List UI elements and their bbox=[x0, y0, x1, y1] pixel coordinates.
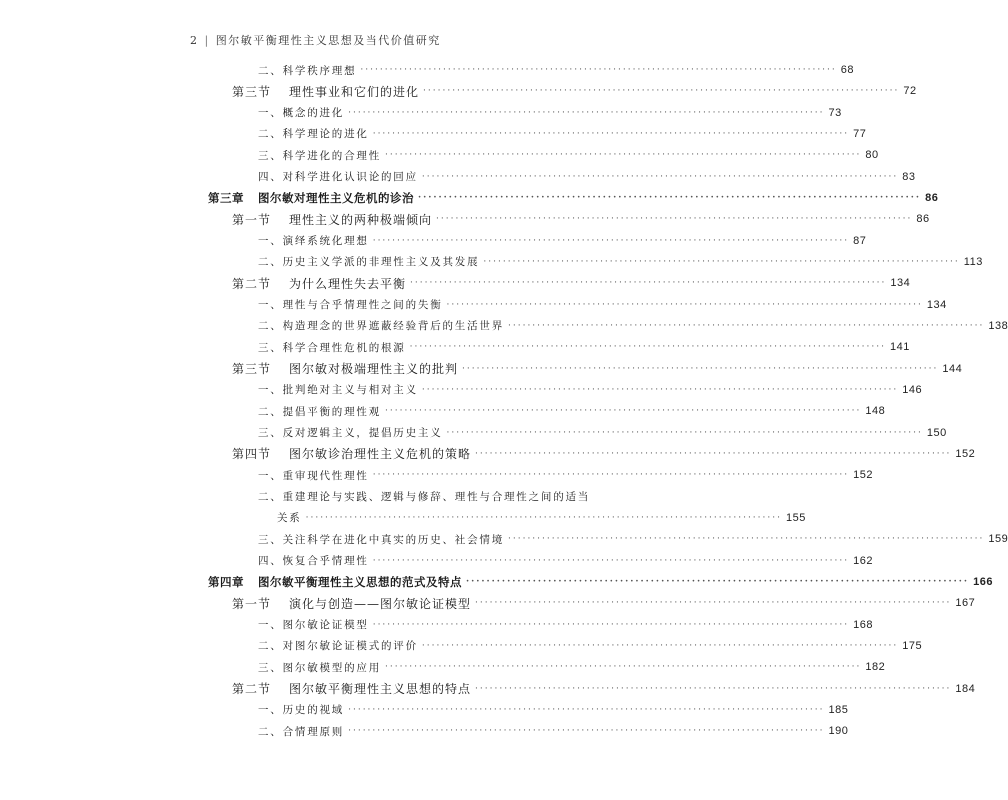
toc-item[interactable] bbox=[258, 146, 879, 164]
toc-leader-dots: ·································································································· bbox=[421, 171, 899, 182]
toc-leader-dots: ·································································································· bbox=[436, 214, 913, 225]
header-separator: | bbox=[204, 34, 210, 47]
toc-page-number: 73 bbox=[828, 106, 842, 119]
toc-page-number: 80 bbox=[865, 149, 879, 162]
toc-page-number: 134 bbox=[926, 298, 947, 311]
toc-page-number: 167 bbox=[955, 597, 976, 610]
toc-entry-title: 一、理性与合乎情理性之间的失衡 bbox=[258, 299, 443, 312]
toc-page-number: 155 bbox=[785, 511, 806, 524]
toc-item[interactable] bbox=[258, 402, 886, 420]
toc-page-number: 185 bbox=[828, 703, 849, 716]
toc-item[interactable] bbox=[258, 530, 1008, 548]
toc-item[interactable] bbox=[258, 552, 873, 570]
toc-leader-dots: ·································································································· bbox=[348, 704, 825, 715]
header-page-number: 2 bbox=[190, 34, 199, 47]
toc-entry-title: 一、图尔敏论证模型 bbox=[258, 619, 369, 632]
toc-page-number: 72 bbox=[903, 85, 917, 98]
toc-entry-number: 第二节 bbox=[232, 276, 272, 291]
toc-page-number: 113 bbox=[963, 255, 983, 268]
toc-entry-title: 关系 bbox=[277, 512, 302, 525]
toc-leader-dots: ·································································································· bbox=[508, 534, 985, 545]
toc-section[interactable] bbox=[232, 274, 911, 292]
toc-item[interactable] bbox=[258, 296, 947, 314]
toc-leader-dots: ·································································································· bbox=[475, 448, 952, 459]
toc-leader-dots: ·································································································· bbox=[409, 342, 886, 353]
toc-item[interactable] bbox=[258, 338, 910, 356]
toc-item[interactable] bbox=[258, 104, 842, 122]
toc-leader-dots: ·································································································· bbox=[483, 256, 960, 267]
toc-section[interactable] bbox=[232, 210, 930, 228]
toc-entry-title: 第三节 图尔敏对极端理性主义的批判 bbox=[232, 362, 459, 377]
toc-page-number: 77 bbox=[853, 127, 867, 140]
toc-leader-dots: ·································································································· bbox=[372, 555, 850, 566]
toc-item[interactable] bbox=[258, 381, 923, 399]
toc-leader-dots: ·································································································· bbox=[466, 576, 970, 587]
toc-page-number: 68 bbox=[840, 64, 855, 76]
toc-entry-title: 二、历史主义学派的非理性主义及其发展 bbox=[258, 256, 480, 269]
toc-entry-title: 三、科学进化的合理性 bbox=[258, 149, 381, 162]
toc-leader-dots: ·································································································· bbox=[305, 512, 782, 523]
toc-page-number: 86 bbox=[925, 191, 939, 204]
toc-leader-dots: ·································································································· bbox=[475, 598, 952, 609]
toc-entry-title: 一、批判绝对主义与相对主义 bbox=[258, 384, 418, 397]
toc-entry-title: 第三节 理性事业和它们的进化 bbox=[232, 84, 420, 99]
toc-entry-title: 四、恢复合乎情理性 bbox=[258, 555, 369, 568]
toc-entry-title: 第三章 图尔敏对理性主义危机的诊治 bbox=[208, 190, 414, 205]
toc-entry-title: 三、科学合理性危机的根源 bbox=[258, 341, 406, 354]
toc-entry-title: 二、科学秩序理想 bbox=[258, 64, 357, 77]
toc-item[interactable] bbox=[258, 616, 873, 634]
toc-entry-title: 第二节 图尔敏平衡理性主义思想的特点 bbox=[232, 682, 472, 697]
toc-entry-title: 第一节 演化与创造——图尔敏论证模型 bbox=[232, 596, 472, 611]
toc-item[interactable] bbox=[258, 317, 1008, 335]
toc-item[interactable] bbox=[258, 658, 886, 676]
toc-page-number: 152 bbox=[853, 469, 873, 482]
toc-item[interactable] bbox=[258, 466, 873, 484]
toc-entry-title: 一、概念的进化 bbox=[258, 107, 345, 120]
toc-leader-dots: ·································································································· bbox=[372, 470, 850, 481]
toc-item[interactable] bbox=[258, 61, 855, 79]
toc-entry-title: 第二节 为什么理性失去平衡 bbox=[232, 276, 407, 291]
toc-section[interactable] bbox=[232, 445, 976, 463]
toc-leader-dots: ·································································································· bbox=[410, 278, 887, 289]
toc-page-number: 150 bbox=[926, 426, 947, 439]
toc-page-number: 144 bbox=[942, 362, 963, 375]
toc-item[interactable] bbox=[258, 722, 849, 740]
toc-page-number: 159 bbox=[988, 533, 1008, 546]
toc-section[interactable] bbox=[232, 360, 963, 378]
toc-section[interactable] bbox=[232, 594, 976, 612]
toc-entry-number: 第二节 bbox=[232, 682, 272, 697]
toc-leader-dots: ·································································································· bbox=[372, 619, 850, 630]
toc-leader-dots: ·································································································· bbox=[421, 640, 899, 651]
toc-leader-dots: ·································································································· bbox=[475, 683, 952, 694]
toc-page-number: 190 bbox=[828, 725, 849, 738]
toc-entry-title: 三、图尔敏模型的应用 bbox=[258, 661, 381, 674]
toc-page-number: 148 bbox=[865, 405, 886, 418]
toc-leader-dots: ·································································································· bbox=[446, 427, 923, 438]
toc-entry-number: 第三节 bbox=[232, 84, 272, 99]
toc-item[interactable] bbox=[258, 488, 595, 506]
toc-leader-dots: ·································································································· bbox=[385, 150, 862, 161]
toc-entry-number: 第三章 bbox=[208, 190, 244, 205]
toc-page-number: 162 bbox=[853, 554, 873, 567]
toc-entry-title: 二、科学理论的进化 bbox=[258, 128, 369, 141]
toc-section[interactable] bbox=[232, 82, 917, 100]
toc-entry-title: 一、历史的视域 bbox=[258, 704, 345, 717]
toc-leader-dots: ·································································································· bbox=[348, 107, 825, 118]
toc-entry-number: 第四章 bbox=[208, 574, 244, 589]
toc-item[interactable] bbox=[258, 424, 947, 442]
toc-item[interactable] bbox=[258, 168, 916, 186]
toc-entry-title: 二、重建理论与实践、逻辑与修辞、理性与合理性之间的适当 bbox=[258, 491, 591, 504]
header-book-title: 图尔敏平衡理性主义思想及当代价值研究 bbox=[215, 34, 441, 47]
toc-leader-dots: ·································································································· bbox=[421, 384, 899, 395]
toc-leader-dots: ·································································································· bbox=[360, 65, 837, 75]
toc-entry-number: 第一节 bbox=[232, 596, 272, 611]
toc-entry-title: 四、对科学进化认识论的回应 bbox=[258, 171, 418, 184]
toc-page-number: 184 bbox=[955, 682, 976, 695]
toc-page-number: 83 bbox=[902, 170, 916, 183]
toc-entry-title: 二、合情理原则 bbox=[258, 725, 345, 738]
toc-entry-title: 三、反对逻辑主义，提倡历史主义 bbox=[258, 427, 443, 440]
toc-item[interactable] bbox=[258, 125, 867, 143]
toc-entry-title: 第一节 理性主义的两种极端倾向 bbox=[232, 212, 433, 227]
toc-leader-dots: ·································································································· bbox=[462, 363, 939, 374]
toc-entry-title: 三、关注科学在进化中真实的历史、社会情境 bbox=[258, 533, 504, 546]
toc-page-number: 86 bbox=[916, 213, 930, 226]
toc-entry-number: 第四节 bbox=[232, 447, 272, 462]
toc-entry-number: 第三节 bbox=[232, 362, 272, 377]
toc-item[interactable] bbox=[277, 509, 806, 527]
toc-leader-dots: ·································································································· bbox=[423, 86, 900, 97]
toc-page-number: 134 bbox=[890, 277, 911, 290]
toc-entry-title: 二、对图尔敏论证模式的评价 bbox=[258, 640, 418, 653]
toc-chapter[interactable] bbox=[208, 573, 993, 591]
toc-leader-dots: ·································································································· bbox=[446, 299, 923, 310]
toc-leader-dots: ·································································································· bbox=[385, 662, 862, 673]
toc-entry-title: 二、提倡平衡的理性观 bbox=[258, 405, 381, 418]
toc-page-number: 168 bbox=[853, 618, 873, 631]
toc-page-number: 175 bbox=[902, 639, 923, 652]
toc-page-number: 146 bbox=[902, 383, 923, 396]
toc-item[interactable] bbox=[258, 253, 983, 271]
toc-entry-title: 二、构造理念的世界遮蔽经验背后的生活世界 bbox=[258, 320, 504, 333]
toc-entry-title: 一、重审现代性理性 bbox=[258, 469, 369, 482]
toc-leader-dots: ·································································································· bbox=[372, 128, 850, 139]
toc-page-number: 87 bbox=[853, 234, 867, 247]
toc-section[interactable] bbox=[232, 680, 976, 698]
toc-item[interactable] bbox=[258, 232, 867, 250]
toc-chapter[interactable] bbox=[208, 189, 939, 207]
toc-page-number: 138 bbox=[988, 319, 1008, 332]
toc-page-number: 166 bbox=[973, 575, 993, 588]
toc-entry-title: 第四节 图尔敏诊治理性主义危机的策略 bbox=[232, 447, 472, 462]
toc-leader-dots: ·································································································· bbox=[418, 192, 922, 203]
toc-page-number: 141 bbox=[889, 341, 910, 354]
toc-leader-dots: ·································································································· bbox=[385, 406, 862, 417]
toc-leader-dots: ·································································································· bbox=[348, 726, 825, 737]
toc-item[interactable] bbox=[258, 637, 923, 655]
toc-leader-dots: ·································································································· bbox=[372, 235, 850, 246]
toc-entry-number: 第一节 bbox=[232, 212, 272, 227]
toc-leader-dots: ·································································································· bbox=[508, 320, 985, 331]
toc-page-number: 152 bbox=[955, 447, 976, 460]
toc-entry-title: 第四章 图尔敏平衡理性主义思想的范式及特点 bbox=[208, 574, 462, 589]
toc-page-number: 182 bbox=[865, 661, 886, 674]
toc-entry-title: 一、演绎系统化理想 bbox=[258, 235, 369, 248]
toc-item[interactable] bbox=[258, 701, 849, 719]
